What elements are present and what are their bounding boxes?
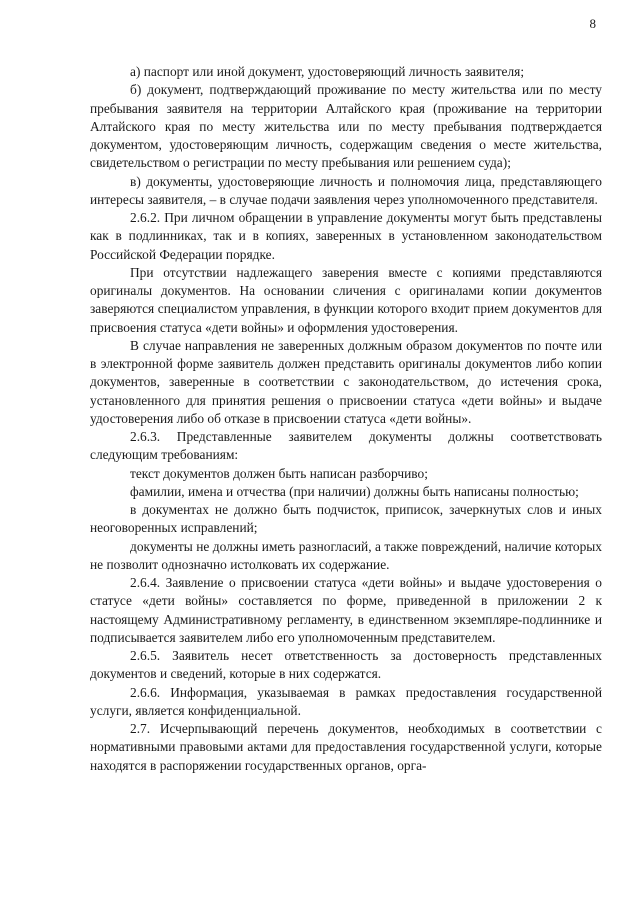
requirement-full-names: фамилии, имена и отчества (при наличии) должны быть написаны полностью; [130,483,579,499]
paragraph-item-b: б) документ, подтверждающий проживание по месту жительства или по месту пребывания заявителя на территории Алтайского края (проживание на территории Алтайского края по месту жительства или по месту пребывания подтверждается документом, удостоверяющим личность, содержащим сведения о месте жительства, свидетельством о регистрации по месту пребывания или решением суда); [90,82,602,171]
paragraph-item-a: а) паспорт или иной документ, удостоверяющий личность заявителя; [130,64,525,79]
paragraph-2-6-2: 2.6.2. При личном обращении в управление документы могут быть представлены как в подлинниках, так и в копиях, заверенных в установленном законодательством Российской Федерации порядке. [90,210,602,262]
requirement-no-corrections: в документах не должно быть подчисток, приписок, зачеркнутых слов и иных неоговоренных исправлений; [90,502,602,536]
paragraph-mail-submission: В случае направления не заверенных должным образом документов по почте или в электронной форме заявитель должен представить оригиналы документов либо копии документов, заверенные в соответствии с законодательством, до истечения срока, установленного для принятия решения о присвоении статуса «дети войны» и выдаче удостоверения либо об отказе в присвоении статуса «дети войны». [90,337,602,426]
paragraph-2-6-5: 2.6.5. Заявитель несет ответственность за достоверность представленных документов и сведений, которые в них содержатся. [90,648,602,682]
requirement-no-damage: документы не должны иметь разногласий, а также повреждений, наличие которых не позволит однозначно истолковать их содержание. [90,538,602,572]
paragraph-originals: При отсутствии надлежащего заверения вместе с копиями представляются оригиналы документов. На основании сличения с оригиналами копии документов заверяются специалистом управления, в функции которого входит прием документов для присвоения статуса «дети войны» и оформления удостоверения. [90,264,602,335]
body-text [90,63,602,775]
paragraph-2-6-6: 2.6.6. Информация, указываемая в рамках предоставления государственной услуги, является конфиденциальной. [90,684,602,718]
requirement-legible: текст документов должен быть написан разборчиво; [130,465,428,481]
paragraph-2-6-4: 2.6.4. Заявление о присвоении статуса «дети войны» и выдаче удостоверения о статусе «дети войны» составляется по форме, приведенной в приложении 2 к настоящему Административному регламенту, в единственном экземпляре-подлиннике и подписывается заявителем либо его уполномоченным представителем. [90,575,602,645]
paragraph-2-6-3: 2.6.3. Представленные заявителем документы должны соответствовать следующим требованиям: [90,429,602,463]
paragraph-item-v: в) документы, удостоверяющие личность и полномочия лица, представляющего интересы заявителя, – в случае подачи заявления через уполномоченного представителя. [90,173,602,207]
paragraph-2-7: 2.7. Исчерпывающий перечень документов, необходимых в соответствии с нормативными правовыми актами для предоставления государственной услуги, которые находятся в распоряжении государственных органов, орга- [90,721,602,773]
page-number: 8 [589,16,596,31]
